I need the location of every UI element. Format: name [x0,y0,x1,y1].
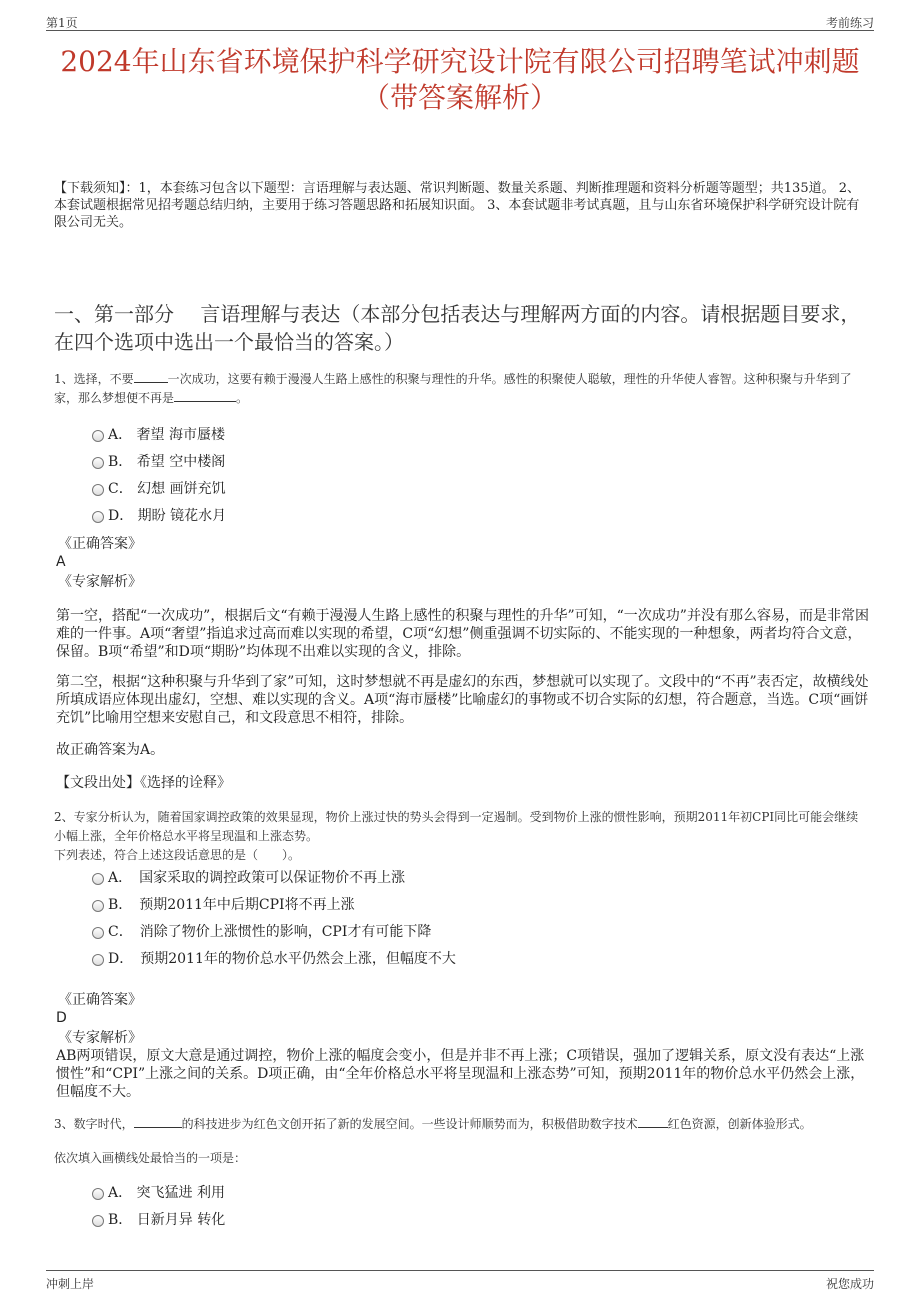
radio-icon[interactable] [92,900,104,912]
q1-option-b[interactable]: B． 希望 空中楼阁 [92,453,225,471]
q2-analysis: AB两项错误，原文大意是通过调控，物价上涨的幅度会变小，但是并非不再上涨；C项错误，强加了逻辑关系，原文没有表达“上涨惯性”和“CPI”上涨之间的关系。D项正确，由“全年价格总水平将呈现温和上涨态势”可知，预期2011年的物价总水平仍然会上涨，但幅度不大。 [56,1048,865,1100]
page-footer [46,1270,874,1295]
q1-analysis-label: 《专家解析》 [58,574,142,590]
q2-option-a[interactable]: A． 国家采取的调控政策可以保证物价不再上涨 [92,869,405,887]
footer-right: 祝您成功 [825,1277,874,1291]
q1-option-a[interactable]: A． 奢望 海市蜃楼 [92,426,225,444]
q1-option-d[interactable]: D． 期盼 镜花水月 [92,507,226,525]
q2-analysis-label: 《专家解析》 [58,1030,142,1046]
q2-option-c[interactable]: C． 消除了物价上涨惯性的影响，CPI才有可能下降 [92,923,431,941]
q2-option-d[interactable]: D． 预期2011年的物价总水平仍然会上涨，但幅度不大 [92,950,456,968]
q3-option-b[interactable]: B． 日新月异 转化 [92,1211,225,1229]
fill-blank [638,1115,668,1128]
q1-source: 【文段出处】《选择的诠释》 [56,775,231,791]
q1-answer: A [56,554,66,570]
page-number: 第1页 [46,16,78,30]
q1-analysis-paragraph-1: 第一空，搭配“一次成功”，根据后文“有赖于漫漫人生路上感性的积聚与理性的升华”可知，“一次成功”并没有那么容易，而是非常困难的一件事。A项“奢望”指追求过高而难以实现的希望，C项“幻想”侧重强调不切实际的、不能实现的一种想象，两者均符合文意，保留。B项“希望”和D项“期盼”均体现不出难以实现的含义，排除。 [56,608,869,660]
question-2-ask: 下列表述，符合上述这段话意思的是（ ）。 [54,848,301,862]
q1-correct-label: 《正确答案》 [58,536,142,552]
radio-icon[interactable] [92,873,104,885]
footer-left: 冲刺上岸 [46,1277,95,1291]
header-label: 考前练习 [825,16,874,30]
q1-option-c[interactable]: C． 幻想 画饼充饥 [92,480,226,498]
radio-icon[interactable] [92,954,104,966]
q1-conclusion: 故正确答案为A。 [56,742,165,758]
q1-analysis-paragraph-2: 第二空，根据“这种积聚与升华到了家”可知，这时梦想就不再是虚幻的东西，梦想就可以实现了。文段中的“不再”表否定，故横线处所填成语应体现出虚幻，空想、难以实现的含义。A项“海市蜃楼”比喻虚幻的事物或不切合实际的幻想，符合题意，当选。C项“画饼充饥”比喻用空想来安慰自己，和文段意思不相符，排除。 [56,674,869,726]
fill-blank [134,1115,182,1128]
fill-blank [174,389,236,402]
q2-correct-label: 《正确答案》 [58,992,142,1008]
download-notice: 【下载须知】：1，本套练习包含以下题型：言语理解与表达题、常识判断题、数量关系题、判断推理题和资料分析题等题型；共135道。 2、本套试题根据常见招考题总结归纳，主要用于练习答题思路和拓展知识面。 3、本套试题非考试真题，且与山东省环境保护科学研究设计院有限公司无关。 [54,181,860,230]
q2-answer: D [56,1010,67,1026]
document-title: 2024年山东省环境保护科学研究设计院有限公司招聘笔试冲刺题（带答案解析） [60,45,860,114]
radio-icon[interactable] [92,1215,104,1227]
page-header [46,10,874,31]
q2-option-b[interactable]: B． 预期2011年中后期CPI将不再上涨 [92,896,355,914]
question-1-stem: 1、选择，不要 一次成功，这要有赖于漫漫人生路上感性的积聚与理性的升华。感性的积聚使人聪敏，理性的升华使人睿智。这种积聚与升华到了家，那么梦想便不再是 。 [54,372,852,405]
radio-icon[interactable] [92,927,104,939]
radio-icon[interactable] [92,430,104,442]
q3-option-a[interactable]: A． 突飞猛进 利用 [92,1184,225,1202]
question-3-ask: 依次填入画横线处最恰当的一项是： [54,1151,247,1165]
section-heading: 一、第一部分 言语理解与表达（本部分包括表达与理解两方面的内容。请根据题目要求，在四个选项中选出一个最恰当的答案。） [54,302,861,354]
radio-icon[interactable] [92,484,104,496]
question-2-stem: 2、专家分析认为，随着国家调控政策的效果显现，物价上涨过快的势头会得到一定遏制。受到物价上涨的惯性影响，预期2011年初CPI同比可能会继续小幅上涨，全年价格总水平将呈现温和上涨态势。 [54,810,859,843]
radio-icon[interactable] [92,1188,104,1200]
radio-icon[interactable] [92,457,104,469]
question-3-stem: 3、数字时代， 的科技进步为红色文创开拓了新的发展空间。一些设计师顺势而为，积极借助数字技术 红色资源，创新体验形式。 [54,1117,812,1131]
radio-icon[interactable] [92,511,104,523]
fill-blank [134,370,168,383]
